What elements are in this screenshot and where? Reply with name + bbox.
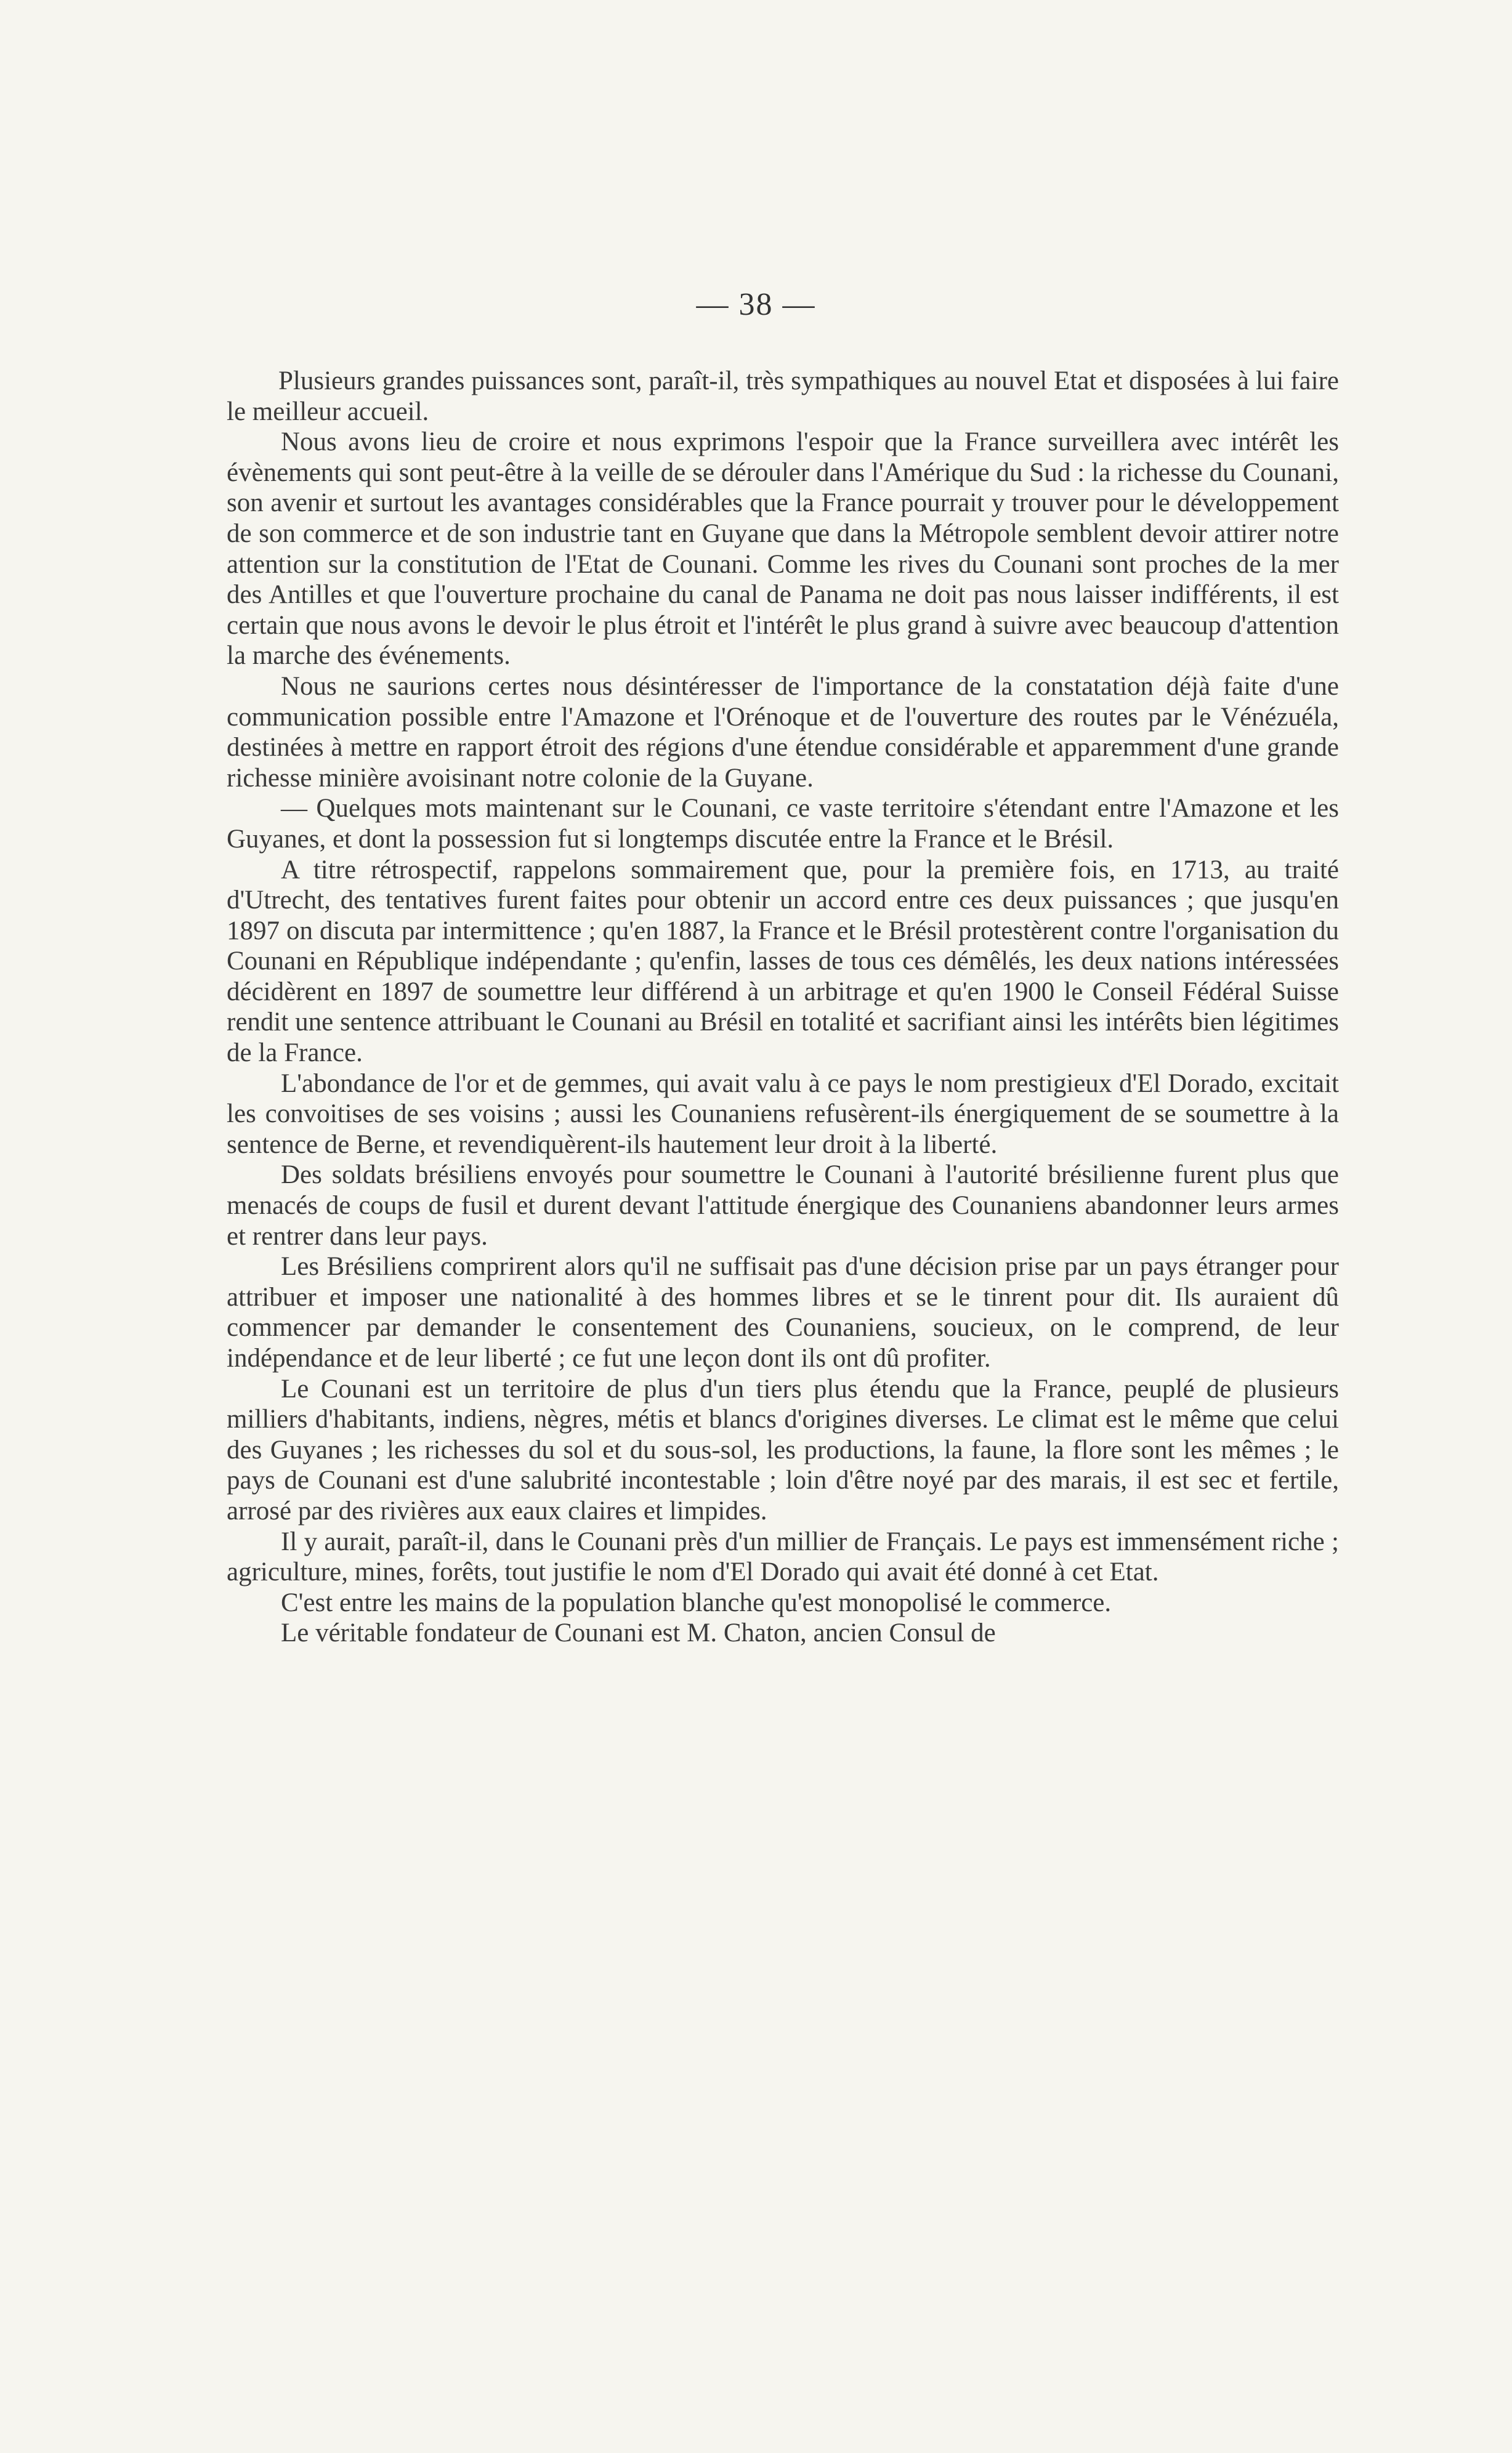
- paragraph-7: Des soldats brésiliens envoyés pour soumettre le Counani à l'autorité brésilienne furent plus que menacés de coups de fusil et durent devant l'attitude énergique des Counaniens abandonner leurs armes et rentrer dans leur pays.: [227, 1160, 1339, 1251]
- paragraph-3: Nous ne saurions certes nous désintéresser de l'importance de la constatation déjà faite d'une communication possible entre l'Amazone et l'Orénoque et de l'ouverture des routes par le Vénézuéla, destinées à mettre en rapport étroit des régions d'une étendue considérable et apparemment d'une grande richesse minière avoisinant notre colonie de la Guyane.: [227, 671, 1339, 793]
- paragraph-6: L'abondance de l'or et de gemmes, qui avait valu à ce pays le nom prestigieux d'El Dorado, excitait les convoitises de ses voisins ; aussi les Counaniens refusèrent-ils énergiquement de se soumettre à la sentence de Berne, et revendiquèrent-ils hautement leur droit à la liberté.: [227, 1069, 1339, 1159]
- paragraph-11: C'est entre les mains de la population blanche qu'est monopolisé le commerce.: [281, 1588, 1112, 1617]
- paragraph-5: A titre rétrospectif, rappelons sommairement que, pour la première fois, en 1713, au traité d'Utrecht, des tentatives furent faites pour obtenir un accord entre ces deux puissances ; que jusqu'en 1897 on discuta par intermittence ; qu'en 1887, la France et le Brésil protestèrent contre l'organisation du Counani en République indépendante ; qu'enfin, lasses de tous ces démêlés, les deux nations intéressées décidèrent en 1897 de soumettre leur différend à un arbitrage et qu'en 1900 le Conseil Fédéral Suisse rendit une sentence attribuant le Counani au Brésil en totalité et sacrifiant ainsi les intérêts bien légitimes de la France.: [227, 855, 1339, 1068]
- paragraph-10: Il y aurait, paraît-il, dans le Counani près d'un millier de Français. Le pays est immensément riche ; agriculture, mines, forêts, tout justifie le nom d'El Dorado qui avait été donné à cet Etat.: [227, 1527, 1339, 1587]
- paragraph-9: Le Counani est un territoire de plus d'un tiers plus étendu que la France, peuplé de plusieurs milliers d'habitants, indiens, nègres, métis et blancs d'origines diverses. Le climat est le même que celui des Guyanes ; les richesses du sol et du sous-sol, les productions, la faune, la flore sont les mêmes ; le pays de Counani est d'une salubrité incontestable ; loin d'être noyé par des marais, il est sec et fertile, arrosé par des rivières aux eaux claires et limpides.: [227, 1374, 1339, 1526]
- paragraph-4: — Quelques mots maintenant sur le Counani, ce vaste territoire s'étendant entre l'Amazone et les Guyanes, et dont la possession fut si longtemps discutée entre la France et le Brésil.: [227, 794, 1339, 854]
- paragraph-8: Les Brésiliens comprirent alors qu'il ne suffisait pas d'une décision prise par un pays étranger pour attribuer et imposer une nationalité à des hommes libres et se le tinrent pour dit. Ils auraient dû commencer par demander le consentement des Counaniens, soucieux, on le comprend, de leur indépendance et de leur liberté ; ce fut une leçon dont ils ont dû profiter.: [227, 1252, 1339, 1373]
- paragraph-1: Plusieurs grandes puissances sont, paraît-il, très sympathiques au nouvel Etat et disposées à lui faire le meilleur accueil.: [227, 366, 1339, 426]
- body-text: [227, 366, 1339, 1649]
- paragraph-2: Nous avons lieu de croire et nous exprimons l'espoir que la France surveillera avec intérêt les évènements qui sont peut-être à la veille de se dérouler dans l'Amérique du Sud : la richesse du Counani, son avenir et surtout les avantages considérables que la France pourrait y trouver pour le développement de son commerce et de son industrie tant en Guyane que dans la Métropole semblent devoir attirer notre attention sur la constitution de l'Etat de Counani. Comme les rives du Counani sont proches de la mer des Antilles et que l'ouverture prochaine du canal de Panama ne doit pas nous laisser indifférents, il est certain que nous avons le devoir le plus étroit et l'intérêt le plus grand à suivre avec beaucoup d'attention la marche des événements.: [227, 427, 1339, 671]
- paragraph-12: Le véritable fondateur de Counani est M. Chaton, ancien Consul de: [281, 1618, 996, 1648]
- page-number: — 38 —: [696, 287, 816, 322]
